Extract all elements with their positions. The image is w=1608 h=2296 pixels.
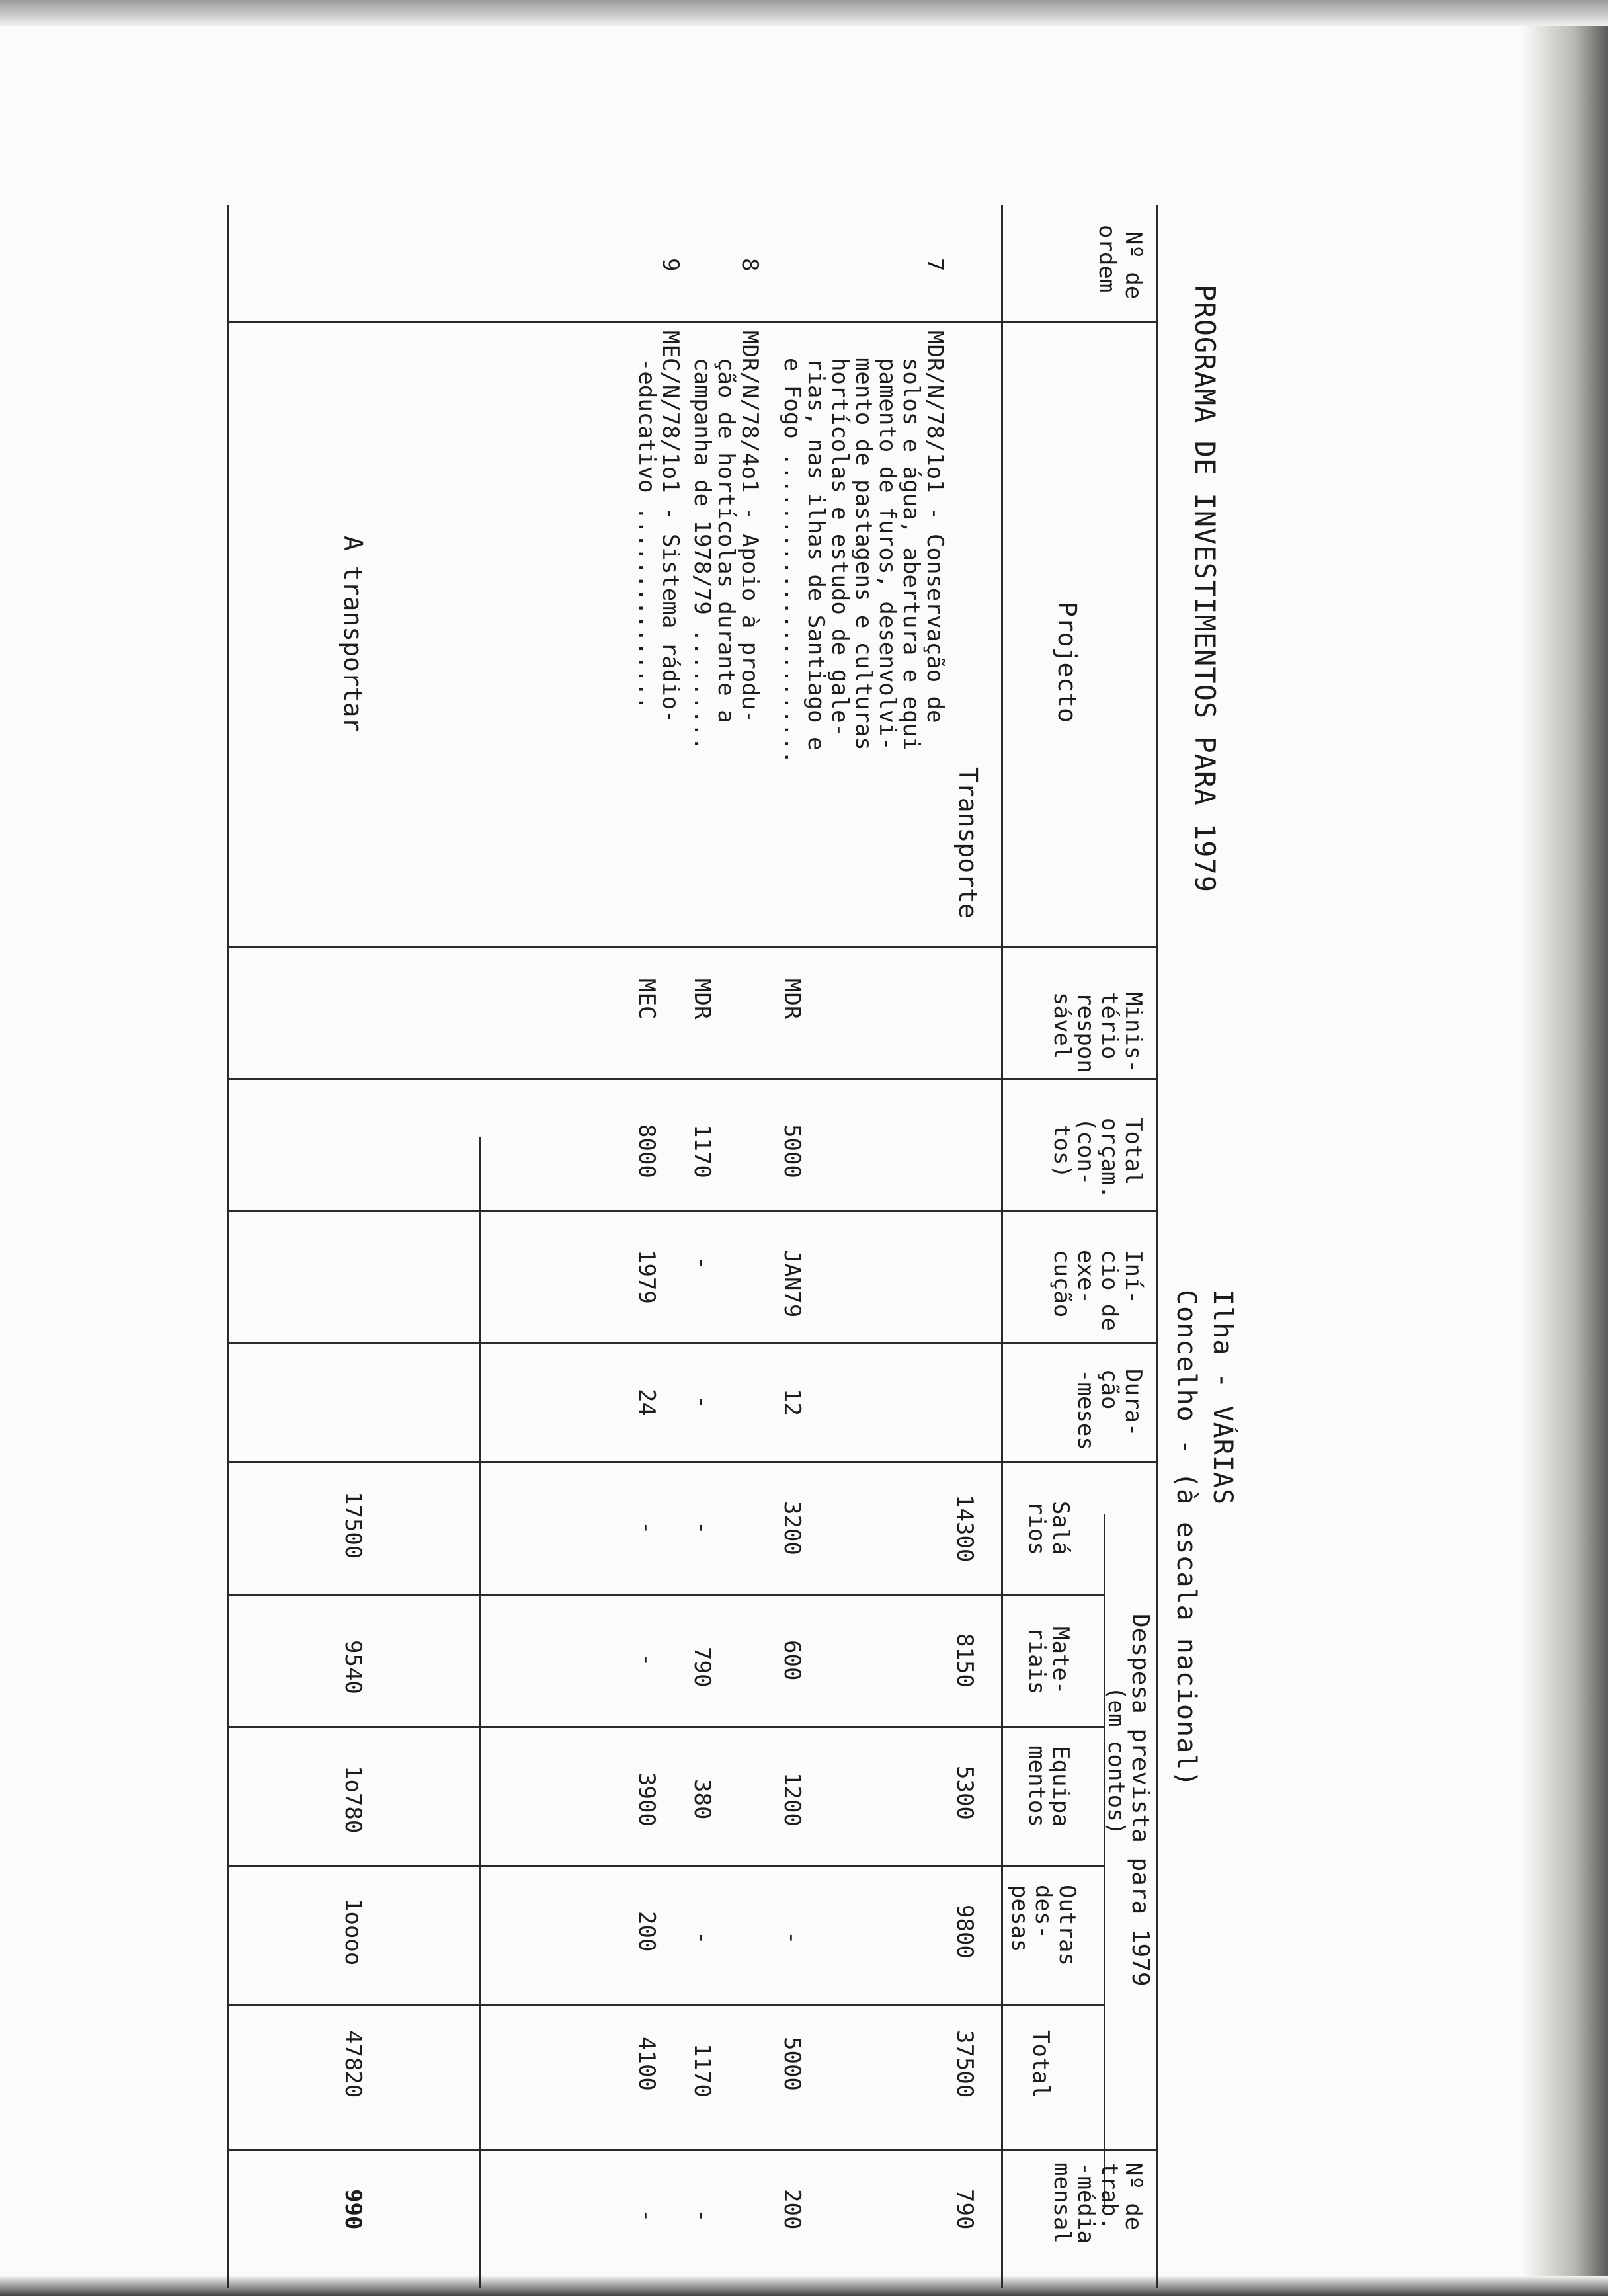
row8-materiais: 790 xyxy=(689,1647,715,1688)
scan-right-edge xyxy=(1522,26,1608,2296)
row7-projecto-6: rias, nas ilhas de Santiago e xyxy=(803,331,829,751)
header-trab-4: mensal xyxy=(1049,2162,1075,2244)
transportar-rule xyxy=(479,1137,481,2288)
row9-inicio: 1979 xyxy=(633,1250,660,1304)
header-ordem-1: Nº de xyxy=(1120,231,1146,300)
row7-ordem: 7 xyxy=(922,258,948,272)
header-inicio-1: Iní- xyxy=(1120,1250,1146,1304)
row7-projecto-1: MDR/N/78/1o1 - Conservação de xyxy=(922,331,948,723)
ilha-label: Ilha - VÁRIAS xyxy=(1207,1290,1238,1506)
scan-top-edge xyxy=(0,0,1608,26)
header-duracao-3: -meses xyxy=(1072,1369,1099,1450)
col-rule-outras xyxy=(229,2004,1106,2006)
header-outras-1: Outras xyxy=(1054,1885,1080,1966)
row7-projecto-4: mento de pastagens e culturas xyxy=(850,331,877,751)
a-transportar-salarios: 17500 xyxy=(340,1491,366,1559)
row7-outras: - xyxy=(779,1931,805,1945)
row8-orcam: 1170 xyxy=(689,1124,715,1178)
row7-orcam: 5000 xyxy=(779,1124,805,1178)
col-rule-ordem xyxy=(229,321,1158,323)
col-rule-projecto xyxy=(229,946,1158,948)
header-ministerio-1: Minis- xyxy=(1120,992,1146,1073)
header-inicio-3: exe- xyxy=(1072,1250,1099,1304)
row9-trab: - xyxy=(633,2209,660,2223)
transporte-materiais: 8150 xyxy=(951,1633,978,1688)
transporte-trab: 790 xyxy=(951,2189,978,2230)
header-duracao-1: Dura- xyxy=(1120,1369,1146,1437)
row9-equipamentos: 3900 xyxy=(633,1772,660,1826)
row9-projecto-2: -educativo ............... xyxy=(633,331,660,710)
col-rule-orcam xyxy=(229,1210,1158,1212)
table-top-rule xyxy=(1156,205,1158,2288)
concelho-label: Concelho - (à escala nacional) xyxy=(1171,1290,1201,1787)
header-trab-2: trab. xyxy=(1096,2162,1123,2231)
header-projecto: Projecto xyxy=(1053,602,1082,723)
rotated-table-sheet xyxy=(147,205,1238,2288)
row9-projecto-1: MEC/N/78/1o1 - Sistema rádio- xyxy=(657,331,684,723)
transporte-label: Transporte xyxy=(953,767,983,919)
row7-duracao: 12 xyxy=(779,1389,805,1416)
row8-outras: - xyxy=(689,1931,715,1945)
row7-projecto-7: e Fogo ....................... xyxy=(779,331,805,764)
a-transportar-total: 47820 xyxy=(340,2030,366,2098)
header-outras-2: des- xyxy=(1030,1885,1057,1939)
header-equipamentos-1: Equipa xyxy=(1047,1746,1074,1827)
row8-projecto-1: MDR/N/78/4o1 - Apoio à produ- xyxy=(737,331,763,723)
row7-inicio: JAN79 xyxy=(779,1250,805,1318)
row9-ordem: 9 xyxy=(657,258,684,272)
col-rule-equipamentos xyxy=(229,1865,1106,1867)
header-bottom-rule xyxy=(1001,205,1003,2288)
row7-equipamentos: 1200 xyxy=(779,1772,805,1826)
col-rule-inicio xyxy=(229,1342,1158,1344)
row8-salarios: - xyxy=(689,1521,715,1535)
header-salarios-1: Salá xyxy=(1047,1501,1074,1555)
table-bottom-rule xyxy=(227,205,229,2288)
header-materiais-2: riais xyxy=(1024,1627,1050,1695)
row7-salarios: 3200 xyxy=(779,1501,805,1555)
row8-ministerio: MDR xyxy=(689,979,715,1020)
header-trab-3: -média xyxy=(1072,2162,1099,2244)
document-title: PROGRAMA DE INVESTIMENTOS PARA 1979 xyxy=(1189,284,1221,893)
transporte-salarios: 14300 xyxy=(951,1495,978,1563)
header-orcam-1: Total xyxy=(1120,1118,1146,1186)
row7-projecto-3: pamento de furos, desenvolvi- xyxy=(874,331,901,751)
row8-duracao: - xyxy=(689,1395,715,1409)
header-ministerio-4: sável xyxy=(1049,992,1075,1060)
transporte-outras: 9800 xyxy=(951,1905,978,1959)
header-materiais-1: Mate- xyxy=(1047,1627,1074,1695)
header-ministerio-2: tério xyxy=(1096,992,1123,1060)
row8-equipamentos: 380 xyxy=(689,1779,715,1820)
row9-orcam: 8000 xyxy=(633,1124,660,1178)
header-salarios-2: rios xyxy=(1024,1501,1050,1555)
row7-total: 5000 xyxy=(779,2037,805,2091)
header-orcam-4: tos) xyxy=(1049,1124,1075,1178)
row8-projecto-3: campanha de 1978/79 ......... xyxy=(689,331,715,751)
row7-ministerio: MDR xyxy=(779,979,805,1020)
header-total: Total xyxy=(1027,2030,1054,2098)
row7-projecto-5: hortícolas e estudo de gale- xyxy=(826,331,853,737)
a-transportar-trab: 990 xyxy=(340,2189,366,2230)
row8-trab: - xyxy=(689,2209,715,2223)
row9-total: 4100 xyxy=(633,2037,660,2091)
transporte-total: 37500 xyxy=(951,2030,978,2098)
row9-outras: 200 xyxy=(633,1911,660,1952)
row9-ministerio: MEC xyxy=(633,979,660,1020)
a-transportar-label: A transportar xyxy=(339,536,368,733)
transporte-equipamentos: 5300 xyxy=(951,1766,978,1820)
row7-projecto-2: solos e água, abertura e equi xyxy=(898,331,924,751)
row7-materiais: 600 xyxy=(779,1640,805,1681)
despesa-group-rule xyxy=(1104,1514,1106,2209)
header-outras-3: pesas xyxy=(1006,1885,1033,1953)
row9-materiais: - xyxy=(633,1653,660,1667)
row8-ordem: 8 xyxy=(737,258,763,272)
header-duracao-2: ção xyxy=(1096,1369,1123,1410)
row8-total: 1170 xyxy=(689,2043,715,2098)
header-orcam-3: (con- xyxy=(1072,1118,1099,1186)
col-rule-salarios xyxy=(229,1594,1106,1596)
header-despesa-1: Despesa prevista para 1979 xyxy=(1127,1614,1154,1987)
header-inicio-4: cução xyxy=(1049,1250,1075,1318)
col-rule-materiais xyxy=(229,1726,1106,1728)
a-transportar-outras: 1oooo xyxy=(340,1898,366,1966)
row8-inicio: - xyxy=(689,1256,715,1270)
row9-duracao: 24 xyxy=(633,1389,660,1416)
header-ordem-2: ordem xyxy=(1094,225,1120,293)
row8-projecto-2: ção de hortícolas durante a xyxy=(713,331,739,723)
row7-trab: 200 xyxy=(779,2189,805,2230)
header-trab-1: Nº de xyxy=(1120,2162,1146,2231)
header-inicio-2: cio de xyxy=(1096,1250,1123,1331)
header-orcam-2: orçam. xyxy=(1096,1118,1123,1199)
col-rule-duracao xyxy=(229,1461,1158,1463)
header-ministerio-3: respon xyxy=(1072,992,1099,1073)
header-despesa-2: (em contos) xyxy=(1103,1686,1129,1836)
a-transportar-equipamentos: 1o780 xyxy=(340,1766,366,1834)
col-rule-total xyxy=(229,2149,1158,2151)
a-transportar-materiais: 9540 xyxy=(340,1640,366,1694)
col-rule-ministerio xyxy=(229,1078,1158,1080)
header-equipamentos-2: mentos xyxy=(1024,1746,1050,1827)
row9-salarios: - xyxy=(633,1521,660,1535)
